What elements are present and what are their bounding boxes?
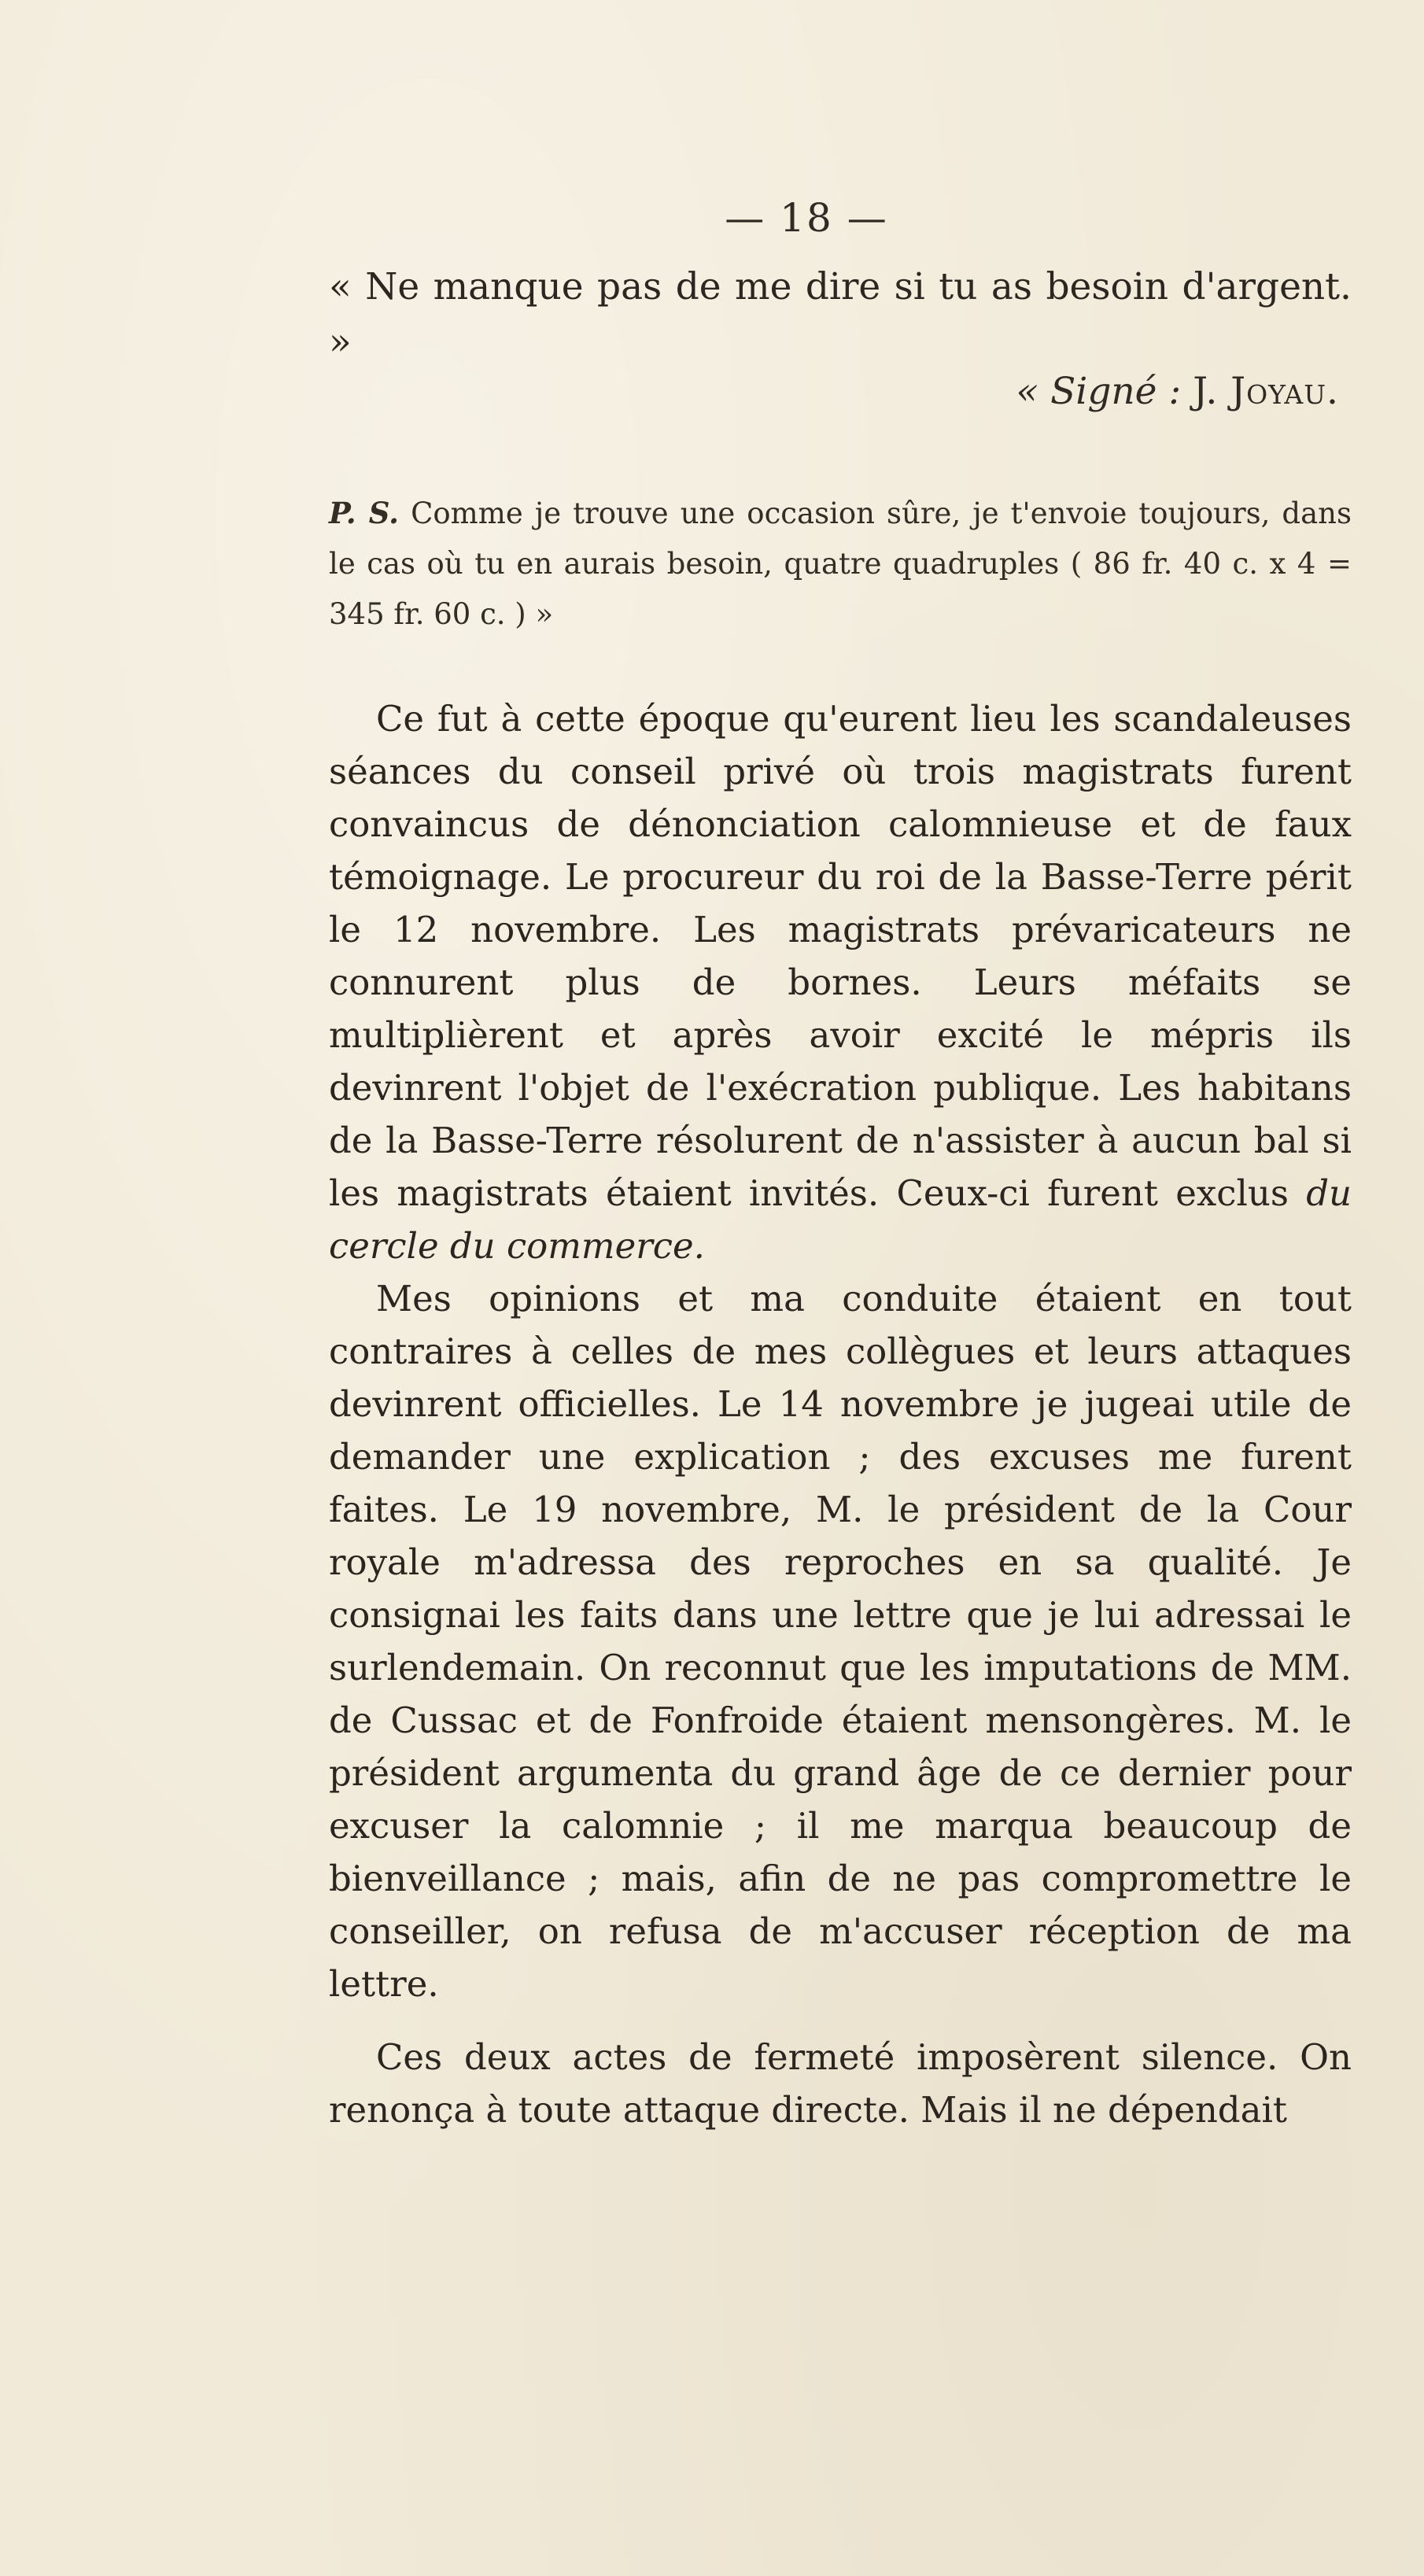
- page-number: — 18 —: [725, 195, 888, 241]
- postscript-text: Comme je trouve une occasion sûre, je t'envoie toujours, dans le cas où tu en aurais besoin, quatre quadruples ( 86 fr. 40 c. x 4 = 345 fr. 60 c. ) »: [329, 496, 1352, 631]
- signature-name: J. Joyau.: [1193, 370, 1339, 413]
- paragraph-1-italic: du cercle du commerce.: [329, 1172, 1352, 1267]
- postscript: [329, 488, 1352, 640]
- paragraph-1: [329, 692, 1352, 1272]
- paragraph-1-text: Ce fut à cette époque qu'eurent lieu les scandaleuses séances du conseil privé où trois magistrats furent convaincus de dénonciation calomnieuse et de faux témoignage. Le procureur du roi de la Basse-Terre périt le 12 novembre. Les magistrats prévaricateurs ne connurent plus de bornes. Leurs méfaits se multiplièrent et après avoir excité le mépris ils devinrent l'objet de l'exécration publique. Les habitans de la Basse-Terre résolurent de n'assister à aucun bal si les magistrats étaient invités. Ceux-ci furent exclus: [329, 698, 1352, 1214]
- letter-closing-line: [329, 260, 1352, 370]
- paragraph-2-text: Mes opinions et ma conduite étaient en tout contraires à celles de mes collègues et leurs attaques devinrent officielles. Le 14 novembre je jugeai utile de demander une explication ; des excuses me furent faites. Le 19 novembre, M. le président de la Cour royale m'adressa des reproches en sa qualité. Je consignai les faits dans une lettre que je lui adressai le surlendemain. On reconnut que les imputations de MM. de Cussac et de Fonfroide étaient mensongères. M. le président argumenta du grand âge de ce dernier pour excuser la calomnie ; il me marqua beaucoup de bienveillance ; mais, afin de ne pas compromettre le conseiller, on refusa de m'accuser réception de ma lettre.: [329, 1278, 1352, 2005]
- paragraph-3: [329, 2031, 1352, 2136]
- signature-label: « Signé :: [1016, 370, 1182, 413]
- paragraph-2: [329, 1272, 1352, 2010]
- letter-closing-text: « Ne manque pas de me dire si tu as besoin d'argent. »: [329, 265, 1352, 364]
- body-text: [329, 692, 1352, 2136]
- paragraph-3-text: Ces deux actes de fermeté imposèrent silence. On renonça à toute attaque directe. Mais il ne dépendait: [329, 2036, 1352, 2131]
- letter-signature: [1016, 370, 1339, 413]
- postscript-label: P. S.: [329, 496, 400, 530]
